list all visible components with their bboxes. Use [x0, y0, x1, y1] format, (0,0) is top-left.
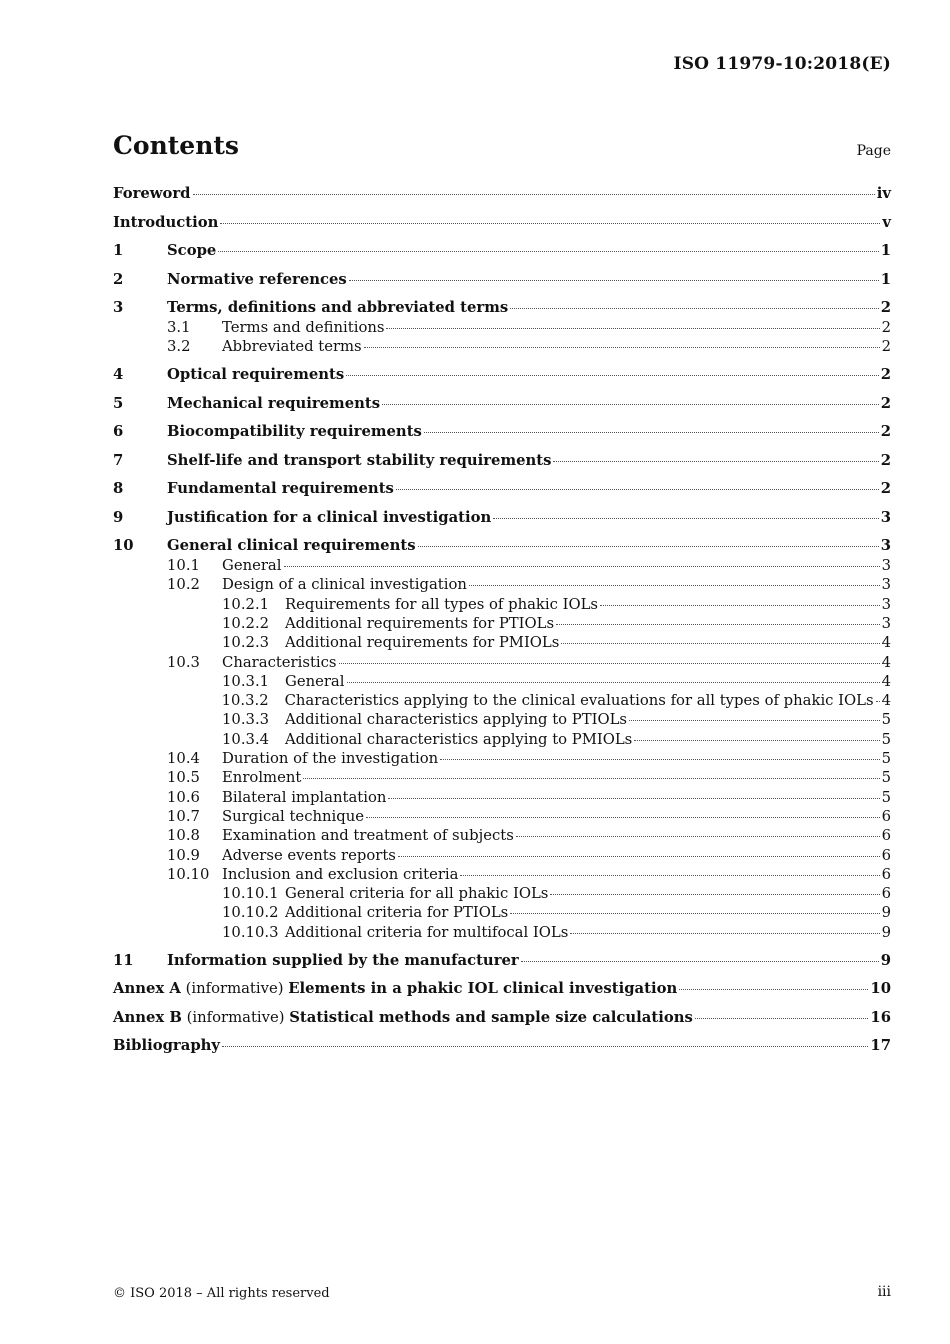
- toc-spacer: [113, 1028, 891, 1037]
- toc-dot-leader: [516, 836, 880, 837]
- toc-entry-title: [285, 923, 568, 942]
- toc-spacer: [113, 204, 891, 213]
- toc-entry-page: 1: [880, 270, 891, 288]
- toc-dot-leader: [347, 682, 880, 683]
- toc-entry-title: [222, 556, 282, 575]
- toc-entry[interactable]: [113, 213, 891, 233]
- toc-entry-page: 6: [881, 865, 891, 883]
- toc-dot-leader: [364, 347, 880, 348]
- toc-dot-leader: [561, 643, 879, 644]
- toc-entry-title-text: Bibliography: [113, 1037, 221, 1055]
- toc-entry-title-text: Normative references: [167, 270, 347, 288]
- toc-dot-leader: [510, 308, 879, 309]
- toc-entry-page: 5: [881, 788, 891, 806]
- toc-entry-title: [222, 768, 301, 787]
- toc-entry[interactable]: [113, 241, 891, 261]
- toc-entry-page: 4: [881, 653, 891, 671]
- toc-dot-leader: [521, 961, 879, 962]
- toc-entry-number: 5: [113, 394, 124, 412]
- toc-entry-title: [113, 213, 218, 233]
- toc-spacer: [113, 261, 891, 270]
- toc-entry-title-text: Shelf-life and transport stability requirements: [167, 451, 552, 469]
- toc-dot-leader: [510, 913, 879, 914]
- toc-entry-number: 1: [113, 242, 124, 259]
- toc-entry-number: 10.4: [167, 750, 200, 768]
- toc-entry-title-text: Enrolment: [222, 769, 302, 787]
- toc-entry-title-text: Characteristics: [222, 653, 337, 671]
- toc-entry-page: 2: [881, 319, 891, 336]
- toc-entry-title: [285, 672, 345, 691]
- toc-entry-annex-type: (informative): [181, 1008, 290, 1026]
- toc-entry-page: v: [882, 213, 891, 231]
- toc-entry-title-text: General: [285, 672, 345, 690]
- toc-entry-title-text: General: [222, 557, 282, 575]
- toc-entry[interactable]: [113, 270, 891, 290]
- toc-dot-leader: [303, 778, 879, 779]
- toc-entry-title-text: Optical requirements: [167, 366, 345, 384]
- toc-dot-leader: [424, 432, 879, 433]
- toc-entry-page: 5: [881, 711, 891, 729]
- toc-spacer: [113, 442, 891, 451]
- toc-entry-number: 3.1: [167, 319, 191, 336]
- toc-dot-leader: [366, 817, 880, 818]
- toc-entry[interactable]: [113, 479, 891, 499]
- toc-dot-leader: [550, 894, 879, 895]
- toc-entry-page: 3: [881, 595, 891, 613]
- toc-entry-number: 10: [113, 537, 134, 555]
- toc-entry-page: 3: [881, 576, 891, 594]
- toc-entry-page: 10: [870, 980, 891, 998]
- toc-entry-number: 10.1: [167, 557, 200, 575]
- toc-dot-leader: [570, 933, 879, 934]
- toc-entry-title: [167, 451, 551, 471]
- toc-dot-leader: [396, 489, 879, 490]
- toc-entry[interactable]: [113, 788, 891, 807]
- toc-entry-title-text: Justification for a clinical investigation: [167, 508, 492, 526]
- toc-entry-title-text: Additional criteria for multifocal IOLs: [285, 923, 569, 941]
- toc-entry-title: [222, 318, 384, 337]
- toc-entry-title-text: Additional characteristics applying to PMIOLs: [285, 730, 633, 748]
- toc-entry[interactable]: [113, 865, 891, 884]
- toc-entry-number: 3: [113, 299, 124, 316]
- toc-entry-number: 10.2: [167, 576, 200, 594]
- toc-spacer: [113, 414, 891, 423]
- toc-entry-title: [285, 691, 874, 710]
- toc-entry-title: [167, 241, 216, 261]
- toc-entry-title: [285, 595, 598, 614]
- toc-dot-leader: [346, 375, 879, 376]
- toc-entry-title: [222, 846, 396, 865]
- toc-dot-leader: [193, 194, 875, 195]
- toc-dot-leader: [222, 1046, 868, 1047]
- toc-entry[interactable]: [113, 298, 891, 318]
- toc-entry-number: 7: [113, 451, 124, 469]
- toc-spacer: [113, 999, 891, 1008]
- toc-entry-title-text: Scope: [167, 242, 217, 259]
- toc-entry-title-text: Bilateral implantation: [222, 788, 387, 806]
- toc-entry-number: 2: [113, 270, 124, 288]
- toc-dot-leader: [386, 328, 879, 329]
- page-number: iii: [877, 1284, 891, 1300]
- toc-entry-title: [285, 710, 627, 729]
- toc-entry-title-text: Annex A: [113, 980, 181, 998]
- toc-entry-title-text: Duration of the investigation: [222, 750, 439, 768]
- toc-entry-annex-type: (informative): [180, 980, 289, 998]
- toc-entry-title-text: Additional requirements for PTIOLs: [285, 614, 555, 632]
- toc-entry-title: [167, 479, 394, 499]
- toc-entry-number: 10.7: [167, 807, 200, 825]
- toc-entry-number: 10.2.3: [222, 634, 270, 652]
- toc-entry-page: 2: [881, 338, 891, 356]
- toc-dot-leader: [284, 566, 880, 567]
- toc-entry[interactable]: [113, 768, 891, 787]
- toc-entry[interactable]: [113, 807, 891, 826]
- toc-spacer: [113, 471, 891, 480]
- contents-title: Contents: [113, 131, 240, 160]
- toc-spacer: [113, 499, 891, 508]
- toc-entry[interactable]: [113, 884, 891, 903]
- toc-entry-title-text: Terms, definitions and abbreviated terms: [167, 299, 509, 316]
- toc-entry-page: 4: [881, 672, 891, 690]
- toc-entry-title: [113, 979, 677, 999]
- toc-entry-page: 9: [881, 923, 891, 941]
- toc-entry[interactable]: [113, 394, 891, 414]
- toc-entry-title: [285, 614, 554, 633]
- toc-entry-page: 9: [880, 951, 891, 969]
- toc-entry[interactable]: [113, 730, 891, 749]
- toc-entry-title: [222, 826, 514, 845]
- toc-entry-title-text: Biocompatibility requirements: [167, 423, 422, 441]
- toc-entry-number: 11: [113, 951, 134, 969]
- toc-entry[interactable]: [113, 691, 891, 710]
- toc-entry[interactable]: [113, 1008, 891, 1028]
- toc-entry-number: 10.5: [167, 769, 200, 787]
- toc-dot-leader: [220, 223, 880, 224]
- toc-entry[interactable]: [113, 365, 891, 385]
- toc-entry-page: 5: [881, 769, 891, 787]
- table-of-contents: [113, 184, 891, 1056]
- toc-entry-number: 10.9: [167, 846, 200, 864]
- toc-entry[interactable]: [113, 184, 891, 204]
- toc-entry-title: [167, 298, 508, 318]
- toc-entry-number: 10.3.1: [222, 672, 270, 690]
- toc-entry[interactable]: [113, 575, 891, 594]
- toc-entry-title-text: Annex B: [113, 1008, 182, 1026]
- toc-spacer: [113, 942, 891, 951]
- toc-entry-title: [285, 633, 559, 652]
- toc-entry[interactable]: [113, 653, 891, 672]
- toc-entry-page: 6: [881, 807, 891, 825]
- toc-dot-leader: [553, 461, 878, 462]
- toc-dot-leader: [440, 759, 879, 760]
- toc-entry-page: 17: [870, 1037, 891, 1055]
- toc-entry-page: 1: [880, 242, 891, 259]
- toc-entry-page: 4: [881, 634, 891, 652]
- toc-dot-leader: [600, 605, 880, 606]
- toc-entry-page: 2: [880, 423, 891, 441]
- toc-entry-title: [167, 365, 344, 385]
- toc-spacer: [113, 971, 891, 980]
- toc-spacer: [113, 233, 891, 242]
- toc-dot-leader: [679, 989, 868, 990]
- toc-entry-title: [167, 422, 422, 442]
- toc-entry-page: 6: [881, 846, 891, 864]
- toc-dot-leader: [418, 546, 879, 547]
- toc-entry-page: 5: [881, 750, 891, 768]
- toc-dot-leader: [695, 1018, 869, 1019]
- toc-entry-number: 10.8: [167, 827, 200, 845]
- toc-dot-leader: [493, 518, 878, 519]
- toc-entry-title: [222, 653, 337, 672]
- toc-entry-title: [222, 807, 364, 826]
- toc-dot-leader: [398, 856, 880, 857]
- toc-entry-number: 10.10: [167, 865, 210, 883]
- toc-entry-title: [222, 788, 386, 807]
- toc-entry-page: 3: [881, 614, 891, 632]
- toc-entry-title-text: Fundamental requirements: [167, 480, 394, 498]
- toc-entry[interactable]: [113, 508, 891, 528]
- toc-entry[interactable]: [113, 826, 891, 845]
- toc-entry-page: 2: [880, 394, 891, 412]
- toc-entry-title-text: General clinical requirements: [167, 537, 416, 555]
- toc-entry-title-text: Foreword: [113, 185, 191, 202]
- toc-entry-page: 2: [880, 366, 891, 384]
- toc-entry-page: 2: [880, 299, 891, 316]
- toc-spacer: [113, 528, 891, 537]
- toc-entry-title-text: Requirements for all types of phakic IOLs: [285, 595, 599, 613]
- toc-entry-page: 6: [881, 885, 891, 903]
- toc-entry-title-text: Additional requirements for PMIOLs: [285, 634, 560, 652]
- toc-entry[interactable]: [113, 556, 891, 575]
- toc-entry[interactable]: [113, 951, 891, 971]
- toc-entry-title-text: Abbreviated terms: [222, 338, 362, 356]
- toc-entry-title-text: Characteristics applying to the clinical evaluations for all types of phakic IOLs: [284, 692, 874, 710]
- toc-entry-title-text: Design of a clinical investigation: [222, 576, 467, 594]
- toc-entry-page: 3: [880, 508, 891, 526]
- toc-entry-title: [167, 394, 380, 414]
- toc-entry-number: 4: [113, 366, 124, 384]
- toc-dot-leader: [349, 280, 879, 281]
- toc-spacer: [113, 357, 891, 366]
- toc-entry-title: [113, 184, 191, 204]
- toc-entry-title-text: Surgical technique: [222, 807, 365, 825]
- toc-entry-page: 6: [881, 827, 891, 845]
- page-column-label: Page: [856, 143, 891, 159]
- toc-entry-title: [167, 270, 347, 290]
- toc-entry-number: 10.2.2: [222, 614, 270, 632]
- toc-entry-page: 5: [881, 730, 891, 748]
- toc-entry-number: 10.3: [167, 653, 200, 671]
- toc-entry-title-text: Additional criteria for PTIOLs: [285, 904, 509, 922]
- toc-entry-title: [285, 903, 508, 922]
- toc-entry-number: 10.6: [167, 788, 200, 806]
- toc-spacer: [113, 385, 891, 394]
- toc-entry-title: [222, 749, 438, 768]
- toc-entry[interactable]: [113, 710, 891, 729]
- toc-entry-number: 10.3.3: [222, 711, 270, 729]
- toc-entry[interactable]: [113, 536, 891, 556]
- toc-entry-number: 10.10.2: [222, 904, 279, 922]
- toc-entry-title-text: Additional characteristics applying to PTIOLs: [285, 711, 627, 729]
- toc-entry-title: [113, 1036, 220, 1056]
- toc-entry-title: [167, 536, 416, 556]
- toc-entry[interactable]: [113, 633, 891, 652]
- toc-dot-leader: [469, 585, 880, 586]
- toc-entry[interactable]: [113, 451, 891, 471]
- toc-dot-leader: [876, 701, 880, 702]
- toc-entry-page: 3: [881, 557, 891, 575]
- toc-entry-title-text: Mechanical requirements: [167, 394, 381, 412]
- toc-entry-page: 3: [880, 537, 891, 555]
- toc-entry[interactable]: [113, 422, 891, 442]
- toc-dot-leader: [629, 720, 880, 721]
- toc-entry-page: iv: [876, 185, 891, 202]
- toc-entry-title-text: General criteria for all phakic IOLs: [285, 885, 549, 903]
- toc-entry-number: 10.10.3: [222, 923, 279, 941]
- toc-entry-number: 10.3.2: [221, 692, 269, 710]
- toc-entry[interactable]: [113, 337, 891, 356]
- toc-entry-title-text: Terms and definitions: [222, 319, 385, 336]
- toc-entry[interactable]: [113, 318, 891, 337]
- toc-entry-number: 3.2: [167, 338, 191, 356]
- toc-dot-leader: [339, 663, 880, 664]
- toc-spacer: [113, 290, 891, 299]
- toc-entry-page: 4: [881, 692, 891, 710]
- toc-entry-page: 2: [880, 451, 891, 469]
- toc-entry-annex-title: Elements in a phakic IOL clinical investigation: [288, 980, 678, 998]
- toc-entry-title: [222, 575, 467, 594]
- toc-entry-title-text: Examination and treatment of subjects: [222, 827, 514, 845]
- toc-entry[interactable]: [113, 672, 891, 691]
- toc-entry-title-text: Information supplied by the manufacturer: [167, 951, 519, 969]
- toc-dot-leader: [388, 798, 879, 799]
- toc-dot-leader: [634, 740, 879, 741]
- toc-entry[interactable]: [113, 979, 891, 999]
- toc-dot-leader: [460, 875, 879, 876]
- toc-entry[interactable]: [113, 846, 891, 865]
- toc-entry-number: 8: [113, 480, 124, 498]
- copyright-footer: © ISO 2018 – All rights reserved: [113, 1286, 330, 1301]
- toc-entry-number: 6: [113, 423, 124, 441]
- toc-entry[interactable]: [113, 1036, 891, 1056]
- toc-entry-title: [285, 730, 632, 749]
- toc-entry[interactable]: [113, 614, 891, 633]
- toc-entry-page: 16: [870, 1008, 891, 1026]
- document-id: ISO 11979-10:2018(E): [673, 54, 891, 74]
- toc-entry[interactable]: [113, 595, 891, 614]
- toc-entry-title-text: Inclusion and exclusion criteria: [222, 865, 459, 883]
- toc-entry-page: 2: [880, 480, 891, 498]
- toc-entry-title: [113, 1008, 693, 1028]
- toc-entry-title: [167, 508, 491, 528]
- toc-entry-title: [167, 951, 519, 971]
- toc-entry-title: [222, 337, 362, 356]
- toc-entry-title: [222, 865, 458, 884]
- toc-dot-leader: [382, 404, 879, 405]
- toc-entry-title-text: Adverse events reports: [222, 846, 396, 864]
- toc-entry[interactable]: [113, 903, 891, 922]
- toc-dot-leader: [218, 251, 878, 252]
- toc-entry-number: 9: [113, 508, 124, 526]
- toc-entry-title-text: Introduction: [113, 213, 219, 231]
- toc-dot-leader: [556, 624, 880, 625]
- toc-entry-page: 9: [881, 904, 891, 922]
- toc-entry[interactable]: [113, 749, 891, 768]
- toc-entry-number: 10.3.4: [222, 730, 270, 748]
- toc-entry[interactable]: [113, 923, 891, 942]
- toc-entry-annex-title: Statistical methods and sample size calculations: [289, 1008, 693, 1026]
- toc-entry-number: 10.10.1: [222, 885, 279, 903]
- toc-entry-title: [285, 884, 548, 903]
- toc-entry-number: 10.2.1: [222, 595, 270, 613]
